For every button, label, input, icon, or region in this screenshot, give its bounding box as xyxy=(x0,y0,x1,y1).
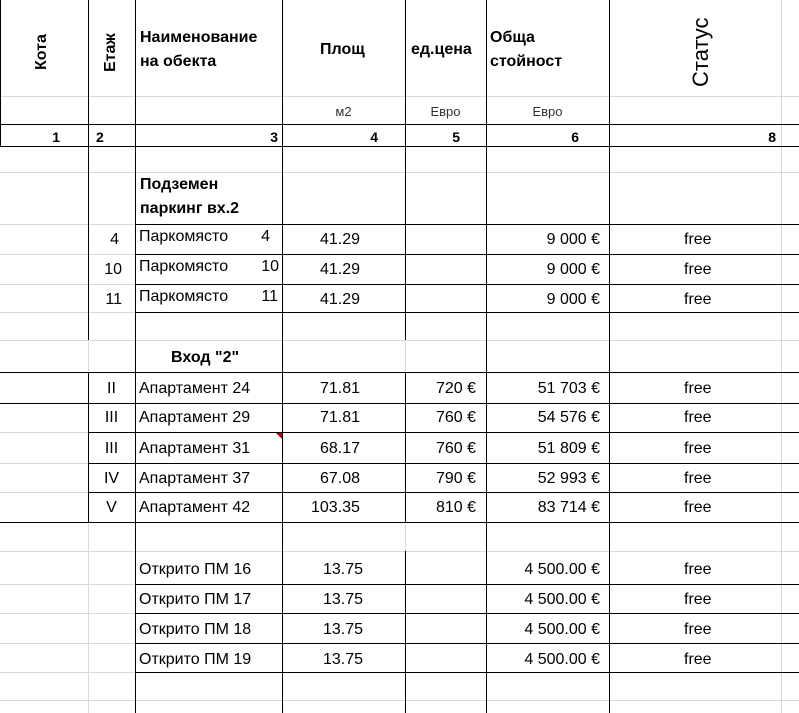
header-name-line2: на обекта xyxy=(140,53,217,70)
row-name: Паркомясто xyxy=(139,228,229,245)
row-total: 4 500.00 € xyxy=(524,621,600,638)
row-total: 9 000 € xyxy=(546,261,600,278)
header-kota: Кота xyxy=(33,34,50,70)
row-total: 4 500.00 € xyxy=(524,591,600,608)
row-area: 41.29 xyxy=(320,291,361,308)
unit-unit-price: Евро xyxy=(430,104,461,119)
row-number: 4 xyxy=(261,228,270,245)
header-area: Площ xyxy=(320,41,365,58)
row-total: 51 703 € xyxy=(537,380,600,397)
row-total: 4 500.00 € xyxy=(524,561,600,578)
row-status: free xyxy=(684,291,712,308)
row-unit-price: 720 € xyxy=(435,380,476,397)
row-area: 13.75 xyxy=(323,561,364,578)
row-area: 71.81 xyxy=(320,409,361,426)
colnum-2: 2 xyxy=(96,129,104,145)
row-unit-price: 790 € xyxy=(435,470,476,487)
row-floor: 10 xyxy=(104,261,122,278)
row-total: 52 993 € xyxy=(537,470,600,487)
row-floor: IV xyxy=(103,470,120,487)
row-floor: III xyxy=(104,440,119,457)
row-total: 9 000 € xyxy=(546,231,600,248)
row-total: 4 500.00 € xyxy=(524,651,600,668)
header-total-line1: Обща xyxy=(490,29,535,46)
row-status: free xyxy=(684,591,712,608)
row-status: free xyxy=(684,380,712,397)
unit-total: Евро xyxy=(532,104,563,119)
row-area: 67.08 xyxy=(320,470,361,487)
row-name: Апартамент 24 xyxy=(139,380,251,397)
section-underground-line1: Подземен xyxy=(140,176,219,193)
row-area: 41.29 xyxy=(320,261,361,278)
row-floor: II xyxy=(107,380,116,397)
row-name: Открито ПМ 19 xyxy=(139,651,252,668)
row-floor: V xyxy=(106,499,117,516)
row-name: Апартамент 37 xyxy=(139,470,251,487)
row-name: Паркомясто xyxy=(139,258,229,275)
header-name-line1: Наименование xyxy=(140,29,258,46)
row-status: free xyxy=(684,651,712,668)
colnum-8: 8 xyxy=(768,129,776,145)
colnum-5: 5 xyxy=(452,129,460,145)
row-name: Апартамент 42 xyxy=(139,499,251,516)
row-status: free xyxy=(684,621,712,638)
row-name: Открито ПМ 16 xyxy=(139,561,252,578)
row-status: free xyxy=(684,440,712,457)
row-status: free xyxy=(684,261,712,278)
row-name: Апартамент 29 xyxy=(139,409,251,426)
header-etazh: Етаж xyxy=(102,33,119,72)
section-underground-line2: паркинг вх.2 xyxy=(140,200,240,217)
section-entrance: Вход "2" xyxy=(171,349,240,366)
row-status: free xyxy=(684,499,712,516)
header-unit-price: ед.цена xyxy=(411,41,472,58)
colnum-4: 4 xyxy=(370,129,378,145)
row-area: 41.29 xyxy=(320,231,361,248)
comment-indicator-icon[interactable] xyxy=(276,433,282,439)
row-status: free xyxy=(684,409,712,426)
row-name: Паркомясто xyxy=(139,288,229,305)
row-total: 51 809 € xyxy=(537,440,600,457)
row-area: 13.75 xyxy=(323,621,364,638)
row-floor: III xyxy=(104,409,119,426)
row-name: Апартамент 31 xyxy=(139,440,251,457)
row-unit-price: 760 € xyxy=(435,409,476,426)
row-status: free xyxy=(684,470,712,487)
unit-area: м2 xyxy=(335,104,352,119)
row-area: 103.35 xyxy=(311,499,360,516)
row-name: Открито ПМ 18 xyxy=(139,621,252,638)
row-area: 13.75 xyxy=(323,591,364,608)
header-total-line2: стойност xyxy=(490,53,563,70)
row-area: 71.81 xyxy=(320,380,361,397)
row-floor: 11 xyxy=(105,291,122,308)
row-floor: 4 xyxy=(110,231,119,248)
colnum-1: 1 xyxy=(52,129,60,145)
colnum-6: 6 xyxy=(571,129,579,145)
header-status: Статус xyxy=(688,17,713,87)
colnum-3: 3 xyxy=(270,129,278,145)
row-area: 68.17 xyxy=(320,440,361,457)
row-status: free xyxy=(684,561,712,578)
row-area: 13.75 xyxy=(323,651,364,668)
row-unit-price: 760 € xyxy=(435,440,476,457)
row-total: 83 714 € xyxy=(537,499,600,516)
row-name: Открито ПМ 17 xyxy=(139,591,252,608)
row-total: 9 000 € xyxy=(546,291,600,308)
row-unit-price: 810 € xyxy=(435,499,476,516)
row-status: free xyxy=(684,231,712,248)
row-total: 54 576 € xyxy=(537,409,600,426)
row-number: 11 xyxy=(261,288,278,305)
row-number: 10 xyxy=(261,258,279,275)
